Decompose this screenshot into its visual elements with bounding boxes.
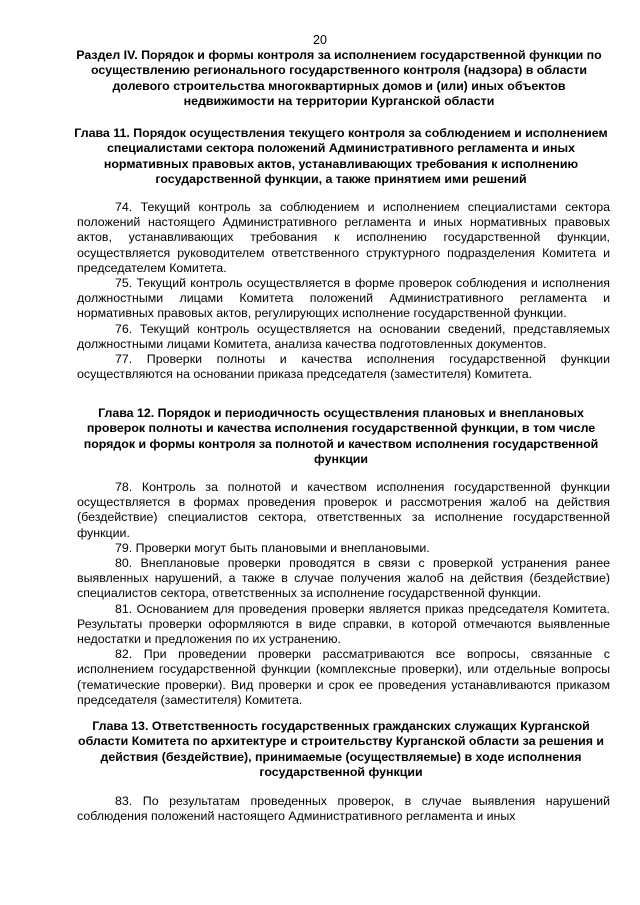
chapter-13-title: Глава 13. Ответственность государственных гражданских служащих Курганской области Комитета по архитектуре и строительству Курганской области за решения и действия (бездействие), принимаемые (осуществляемые) в ходе исполнения государственной функции bbox=[78, 719, 604, 779]
paragraph-82: 82. При проведении проверки рассматриваются все вопросы, связанные с исполнением государственной функции (комплексные проверки), или отдельные вопросы (тематические проверки). Вид проверки и срок ее проведения устанавливаются приказом председателя (заместителя) Комитета. bbox=[77, 647, 610, 707]
chapter-13-body bbox=[77, 794, 610, 824]
chapter-12-body bbox=[77, 480, 610, 708]
paragraph-80: 80. Внеплановые проверки проводятся в связи с проверкой устранения ранее выявленных нарушений, а также в случае получения жалоб на действия (бездействие) специалистов сектора, ответственных за исполнение государственной функции. bbox=[77, 556, 610, 601]
paragraph-83: 83. По результатам проведенных проверок, в случае выявления нарушений соблюдения положений настоящего Административного регламента и иных bbox=[77, 794, 610, 824]
paragraph-78: 78. Контроль за полнотой и качеством исполнения государственной функции осуществляется в формах проведения проверок и рассмотрения жалоб на действия (бездействие) специалистов сектора, ответственных за исполнение государственной функции. bbox=[77, 480, 610, 540]
page-number: 20 bbox=[313, 33, 327, 47]
paragraph-81: 81. Основанием для проведения проверки является приказ председателя Комитета. Результаты проверки оформляются в виде справки, в которой отмечаются выявленные недостатки и предложения по их устранению. bbox=[77, 601, 610, 647]
chapter-12-title: Глава 12. Порядок и периодичность осуществления плановых и внеплановых проверок полноты и качества исполнения государственной функции, в том числе порядок и формы контроля за полнотой и качеством исполнения государственной функции bbox=[83, 406, 599, 466]
section-heading: Раздел IV. Порядок и формы контроля за исполнением государственной функции по осуществлению регионального государственного контроля (надзора) в области долевого строительства многоквартирных домов и (или) иных объектов недвижимости на территории Курганской области bbox=[76, 48, 602, 108]
paragraph-79: 79. Проверки могут быть плановыми и внеплановыми. bbox=[115, 540, 430, 555]
paragraph-77: 77. Проверки полноты и качества исполнения государственной функции осуществляются на основании приказа председателя (заместителя) Комитета. bbox=[77, 352, 610, 382]
paragraph-75: 75. Текущий контроль осуществляется в форме проверок соблюдения и исполнения должностными лицами Комитета положений Административного регламента и нормативных правовых актов, регулирующих исполнение государственной функции. bbox=[77, 276, 610, 321]
chapter-11-title: Глава 11. Порядок осуществления текущего контроля за соблюдением и исполнением специалистами сектора положений Административного регламента и иных нормативных правовых актов, устанавливающих требования к исполнению государственной функции, а также принятием ими решений bbox=[74, 126, 608, 186]
chapter-11-body bbox=[77, 200, 610, 382]
paragraph-76: 76. Текущий контроль осуществляется на основании сведений, представляемых должностными лицами Комитета, анализа качества подготовленных документов. bbox=[77, 321, 610, 351]
paragraph-74: 74. Текущий контроль за соблюдением и исполнением специалистами сектора положений настоящего Административного регламента и иных нормативных правовых актов, устанавливающих требования к исполнению государственной функции, осуществляется руководителем ответственного структурного подразделения Комитета и председателем Комитета. bbox=[77, 200, 610, 275]
